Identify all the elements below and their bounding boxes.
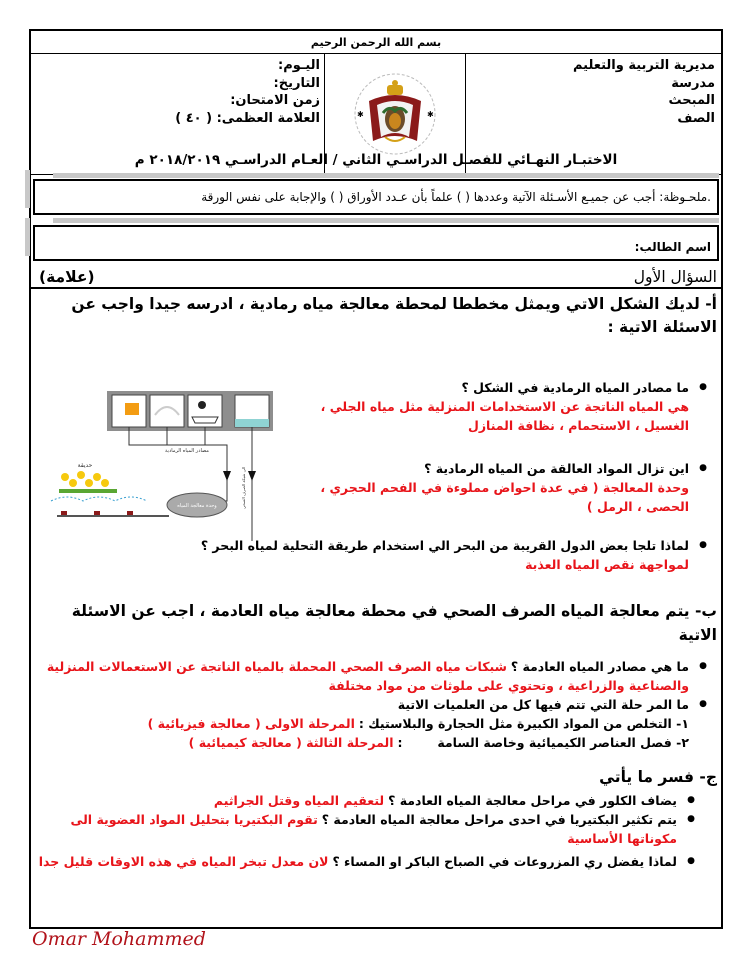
list-item	[45, 657, 713, 695]
sub-answer-text: المرحلة الاولى ( معالجة فيزيائية )	[147, 716, 355, 731]
list-item	[73, 536, 713, 574]
irrigation-pipe	[57, 515, 169, 517]
list-item	[23, 852, 701, 871]
question-text: ● ما مصادر المياه الرمادية في الشكل ؟	[461, 380, 689, 395]
sprinkler	[61, 511, 67, 515]
instructions-note	[33, 179, 719, 215]
day-label: اليـوم:	[278, 58, 320, 73]
side-shadow	[25, 170, 30, 208]
answer-text: لتعقيم المياه وقتل الجراثيم	[213, 793, 385, 808]
question-text: ● ما المر حلة التي تتم فيها كل من العلميات الاتية	[397, 697, 689, 712]
dishwashing-icon	[150, 395, 184, 427]
divider	[53, 173, 719, 178]
question-text: ● اين تزال المواد العالقة من المياه الرمادية ؟	[424, 461, 689, 476]
answer-text: وحدة المعالجة ( في عدة احواض مملوءة في الفحم الحجري ، الحصى ، الرمل )	[320, 480, 689, 514]
arrow-down-icon	[223, 471, 231, 481]
garden-label: حديقة	[77, 462, 93, 469]
question-text: يضاف الكلور في مراحل معالجة المياه العادمة ؟	[388, 793, 677, 808]
part-a-list-cont	[73, 536, 713, 574]
answer-text: لمواجهة نقص المياه العذبة	[525, 557, 689, 572]
flowers	[59, 471, 117, 493]
svg-text:✱: ✱	[427, 110, 434, 119]
divider	[53, 218, 719, 223]
part-a-intro: أ- لديك الشكل الاتي ويمثل مخططا لمحطة معالجة مياه رمادية ، ادرسه جيدا واجب عن الاسئلة الاتية :	[71, 295, 717, 336]
sprinkler	[94, 511, 100, 515]
student-name-label: اسم الطالب:	[634, 240, 711, 254]
answer-text: هي المياه الناتجة عن الاستخدامات المنزلية مثل مياه الجلي ، الغسيل ، الاستحمام ، نظافة المنازل	[320, 399, 689, 433]
part-b-list	[45, 657, 713, 752]
sub-item	[45, 714, 713, 733]
sub-question-text: ١- التخلص من المواد الكبيرة مثل الحجارة والبلاستيك :	[358, 716, 689, 731]
date-label: التاريخ:	[273, 75, 320, 91]
sub-answer-text: المرحلة الثالثة ( معالجة كيميائية )	[188, 735, 394, 750]
list-item	[303, 378, 713, 435]
exam-page	[29, 29, 723, 929]
sub-item	[45, 733, 713, 752]
part-a-list	[303, 378, 713, 516]
instructions-text: .ملحـوظة: أجب عن جميـع الأسـئلة الآتية وعددها ( ) علماً بأن عـدد الأوراق ( ) والإجابة على نفس الورقة	[201, 190, 711, 204]
greywater-diagram	[37, 389, 317, 541]
greywater-pipe	[129, 427, 227, 501]
list-item	[23, 810, 701, 848]
part-c-intro: ج- فسر ما يأتي	[599, 768, 717, 786]
grade-label: الصف	[677, 110, 715, 126]
list-item	[45, 695, 713, 714]
part-c-list	[23, 791, 713, 871]
shirt-icon	[125, 403, 139, 415]
arrow-down-icon	[248, 471, 256, 481]
exam-duration-label: زمن الامتحان:	[230, 93, 320, 108]
svg-text:✱: ✱	[357, 110, 364, 119]
question-text: ما هي مصادر المياه العادمة ؟	[510, 659, 689, 674]
jordan-coat-of-arms-icon	[347, 71, 443, 157]
answer-text: تقوم البكتيريا بتحليل المواد العضوية الى مكوناتها الأساسية	[70, 812, 677, 846]
person-icon	[198, 401, 206, 409]
question-text: ● لماذا تلجا بعض الدول القريبة من البحر الي استخدام طريقة التحلية لمياه البحر ؟	[200, 538, 689, 553]
sub-question-text: ٢- فصل العناصر الكيميائية وخاصة السامة :	[397, 735, 689, 750]
subject-label: المبحث	[668, 93, 715, 108]
treatment-unit-label: وحدة معالجة المياه	[177, 503, 217, 509]
directorate-label: مديرية التربية والتعليم	[572, 58, 715, 73]
question-text: يتم تكثير البكتيريا في احدى مراحل معالجة المياه العادمة ؟	[321, 812, 677, 827]
part-b-intro: ب- يتم معالجة المياه الصرف الصحي في محطة معالجة مياه العادمة ، اجب عن الاسئلة الاتية	[71, 602, 717, 644]
question-1-marks: (علامة)	[39, 268, 95, 286]
sprinkler-spray	[51, 497, 147, 501]
student-name-box[interactable]	[33, 225, 719, 261]
sewer-label: الى شبكة الصرف الصحي	[241, 466, 246, 509]
list-item	[303, 459, 713, 516]
bathing-icon	[188, 395, 222, 427]
question-text: لماذا يفضل ري المزروعات في الصباح الباكر او المساء ؟	[332, 854, 677, 869]
answer-text: لان معدل تبخر المياه في هذه الاوقات قليل جدا	[38, 854, 329, 869]
list-item	[23, 791, 701, 810]
exam-title: الاختبـار النهـائي للفصـل الدراسـي الثاني / العـام الدراسـي ٢٠١٨/٢٠١٩ م	[134, 152, 618, 168]
school-label: مدرسة	[671, 75, 715, 91]
side-shadow	[25, 218, 30, 256]
question-1-title: السؤال الأول	[633, 268, 717, 286]
bismillah: بسم الله الرحمن الرحيم	[31, 31, 721, 54]
answer-text: شبكات مياه الصرف الصحي المحملة بالمياه الناتجة عن الاستعمالات المنزلية والصناعية والزراعية ، وتحتوي على ملوثات من مواد مختلفة	[46, 659, 689, 693]
question-1-header	[31, 265, 721, 289]
author-signature: Omar Mohammed	[32, 928, 206, 950]
sources-label: مصادر المياه الرمادية	[165, 448, 209, 454]
max-mark-label: العلامة العظمى: ( ٤٠ )	[175, 110, 320, 126]
water-level	[235, 419, 269, 427]
sprinkler	[127, 511, 133, 515]
